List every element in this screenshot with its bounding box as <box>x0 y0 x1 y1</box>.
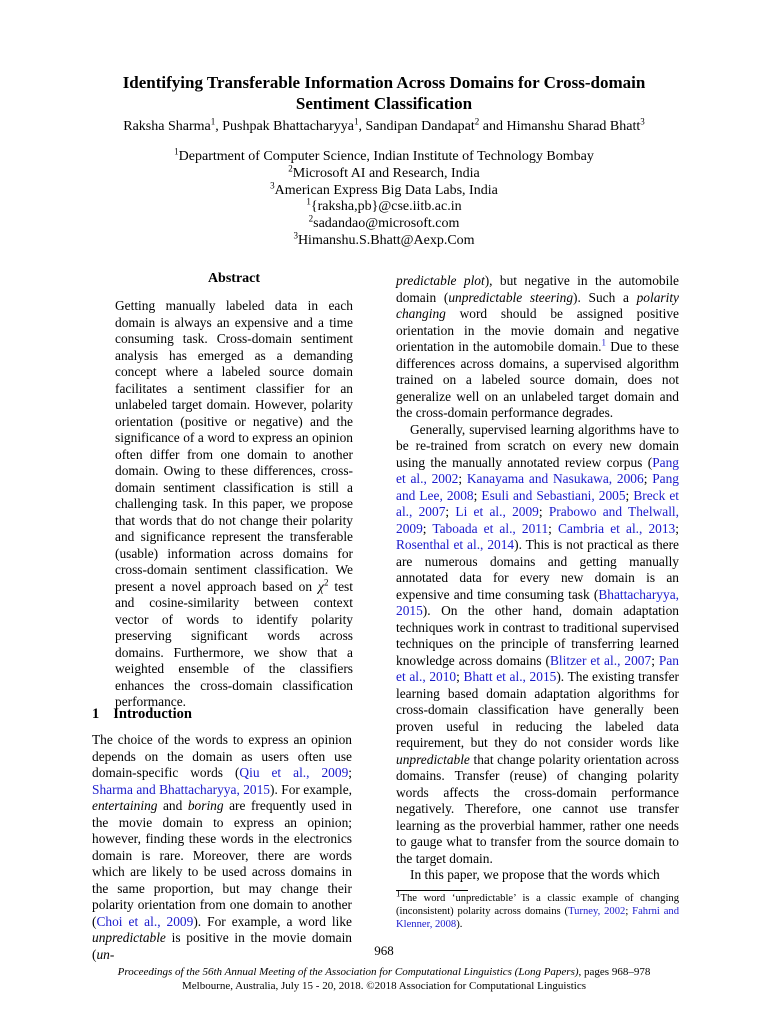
chi-exponent: 2 <box>323 577 329 588</box>
section-heading-introduction <box>92 706 206 723</box>
author-separator: , <box>215 119 223 134</box>
footnote-mark: 1 <box>396 888 401 899</box>
affiliation-text: Microsoft AI and Research, India <box>292 165 480 181</box>
affiliation-line <box>100 163 668 183</box>
abstract-heading: Abstract <box>207 271 261 286</box>
citation-link[interactable]: Prabowo and Thelwall, 2009 <box>396 504 679 536</box>
citation-link[interactable]: Sharma and Bhattacharyya, 2015 <box>92 781 271 797</box>
affiliation-mark: 3 <box>293 230 298 241</box>
citation-link[interactable]: Li et al., 2009 <box>455 504 539 519</box>
citation-link[interactable]: Fahrni and Klenner, 2008 <box>396 906 680 930</box>
page-number: 968 <box>374 943 394 958</box>
intro-paragraph: The choice of the words to express an opinion depends on the domain as users often use domain-specific words (Qiu et al., 2009; Sharma and Bhattacharyya, 2015). For example, entertaining and boring are frequently used in the movie domain to express an opinion; however, finding these words in the electronics domain is rare. Moreover, there are words which are likely to be used across domains in the same proportion, but may change their polarity orientation from one domain to another (Choi et al., 2009). For example, a word like unpredictable is positive in the movie domain (un- <box>92 732 353 962</box>
proceedings-footer <box>0 965 768 993</box>
citation-link[interactable]: Breck et al., 2007 <box>396 487 679 519</box>
affiliation-mark: 2 <box>288 163 293 174</box>
email-line <box>100 230 668 250</box>
section-title: Introduction <box>113 706 192 722</box>
author-affiliation-mark: 3 <box>640 116 645 127</box>
author-name: Raksha Sharma <box>123 119 211 134</box>
right-column-body <box>396 273 679 884</box>
author-name: Sandipan Dandapat <box>365 119 475 134</box>
author-affiliation-mark: 2 <box>474 116 480 127</box>
affiliation-line <box>100 179 668 200</box>
affiliation-text: Department of Computer Science, Indian Institute of Technology Bombay <box>178 149 594 164</box>
paper-title <box>60 72 708 114</box>
footnote: $^1$The word ‘unpredictable’ is a classic example of changing (inconsistent) polarity across domains (Turney, 2002; Fahrni and Klenner, 2008). <box>396 888 680 930</box>
affiliation-mark: 3 <box>270 179 275 190</box>
citation-link[interactable]: Blitzer et al., 2007 <box>550 652 652 668</box>
affiliation-block <box>100 146 668 250</box>
proceedings-title: Proceedings of the 56th Annual Meeting of the Association for Computational Linguistics (Long Papers) <box>117 966 579 978</box>
author-affiliation-mark: 1 <box>210 116 216 127</box>
author-separator: and <box>479 119 507 134</box>
introduction-body <box>92 732 352 963</box>
citation-link[interactable]: Turney, 2002 <box>568 906 626 917</box>
abstract-text: test and cosine-similarity between context vector of words to identify polarity preserving significant words across domains. Furthermore, we show that a weighted ensemble of the classifiers enhances the cross-domain classification performance. <box>115 578 353 709</box>
intro-paragraph: In this paper, we propose that the words which <box>410 867 660 882</box>
footnote-reference[interactable]: 1 <box>601 337 607 348</box>
author-name: Pushpak Bhattacharyya <box>222 119 355 134</box>
abstract-body <box>115 298 353 711</box>
citation-link[interactable]: Esuli and Sebastiani, 2005 <box>481 487 626 503</box>
citation-link[interactable]: Pang and Lee, 2008 <box>396 471 679 503</box>
author-list <box>40 118 728 136</box>
abstract-text: Getting manually labeled data in each domain is always an expensive and a time consuming task. Cross-domain sentiment analysis has emerged as a demanding concept where a labeled source domain facilitates a sentiment classifier for an unlabeled target domain. However, polarity orientation (positive or negative) and the significance of a word to express an opinion often differ from one domain to another domain. Owing to these differences, cross-domain sentiment classification is still a challenging task. In this paper, we propose that words that do not change their polarity and significance represent the transferable (usable) information across domains for cross-domain sentiment classification. We present a novel approach based on <box>115 298 353 594</box>
author-name: Himanshu Sharad Bhatt <box>506 119 641 134</box>
page-range: , pages 968–978 <box>578 966 651 978</box>
chi-symbol: χ <box>318 578 324 594</box>
footnote-divider <box>396 890 468 891</box>
email-line <box>100 196 668 216</box>
citation-link[interactable]: Bhattacharyya, 2015 <box>396 586 679 618</box>
intro-paragraph-continued: predictable plot), but negative in the automobile domain (unpredictable steering). Such a polarity changing word should be assigned positive orientation in the movie domain and negative orientation in the automobile domain.$^1$ Due to these differences across domains, a supervised algorithm trained on a labeled source domain, does not generalize well on an unlabeled target domain and the cross-domain performance degrades. <box>396 273 680 420</box>
footer-line-2: Melbourne, Australia, July 15 - 20, 2018. ©2018 Association for Computational Linguistics <box>181 980 586 992</box>
citation-link[interactable]: Taboada et al., 2011 <box>432 520 549 536</box>
abstract-paragraph <box>115 298 353 711</box>
footer-line-1 <box>0 965 768 979</box>
citation-link[interactable]: Bhatt et al., 2015 <box>463 669 557 684</box>
affiliation-mark: 1 <box>306 196 311 207</box>
citation-link[interactable]: Pan et al., 2010 <box>396 652 679 684</box>
section-number: 1 <box>92 706 100 722</box>
affiliation-mark: 1 <box>174 146 179 157</box>
citation-link[interactable]: Qiu et al., 2009 <box>239 765 349 780</box>
citation-link[interactable]: Kanayama and Nasukawa, 2006 <box>466 471 644 486</box>
citation-link[interactable]: Pang et al., 2002 <box>396 454 679 486</box>
affiliation-text: American Express Big Data Labs, India <box>274 182 498 198</box>
citation-link[interactable]: Choi et al., 2009 <box>96 913 194 929</box>
email-text: Himanshu.S.Bhatt@Aexp.Com <box>297 232 475 248</box>
citation-link[interactable]: Cambria et al., 2013 <box>558 520 676 536</box>
citation-link[interactable]: Rosenthal et al., 2014 <box>396 537 515 552</box>
affiliation-mark: 2 <box>308 213 314 224</box>
intro-paragraph: Generally, supervised learning algorithms have to be re-trained from scratch on every new domain using the manually annotated review corpus (Pang et al., 2002; Kanayama and Nasukawa, 2006; Pang and Lee, 2008; Esuli and Sebastiani, 2005; Breck et al., 2007; Li et al., 2009; Prabowo and Thelwall, 2009; Taboada et al., 2011; Cambria et al., 2013; Rosenthal et al., 2014). This is not practical as there are numerous domains and getting manually annotated data for every new domain is an expensive and time consuming task (Bhattacharyya, 2015). On the other hand, domain adaptation techniques work in contrast to traditional supervised techniques on the principle of transferring learned knowledge across domains (Blitzer et al., 2007; Pan et al., 2010; Bhatt et al., 2015). The existing transfer learning based domain adaptation algorithms for cross-domain classification have generally been proven useful in reducing the labeled data requirement, but they do not consider words like unpredictable that change polarity orientation across domains. Transfer (reuse) of changing polarity words affects the cross-domain performance negatively. Therefore, one cannot use transfer learning as the proverbial hammer, rather one needs to gauge what to transfer from the source domain to the target domain. <box>396 421 680 866</box>
author-affiliation-mark: 1 <box>354 116 359 127</box>
email-text: {raksha,pb}@cse.iitb.ac.in <box>310 199 462 215</box>
affiliation-line <box>100 146 668 166</box>
email-line <box>100 213 668 233</box>
title-line-2: Sentiment Classification <box>295 94 473 113</box>
title-line-1: Identifying Transferable Information Across Domains for Cross-domain <box>122 73 646 92</box>
author-separator: , <box>358 119 366 134</box>
email-text: sadandao@microsoft.com <box>313 216 460 232</box>
